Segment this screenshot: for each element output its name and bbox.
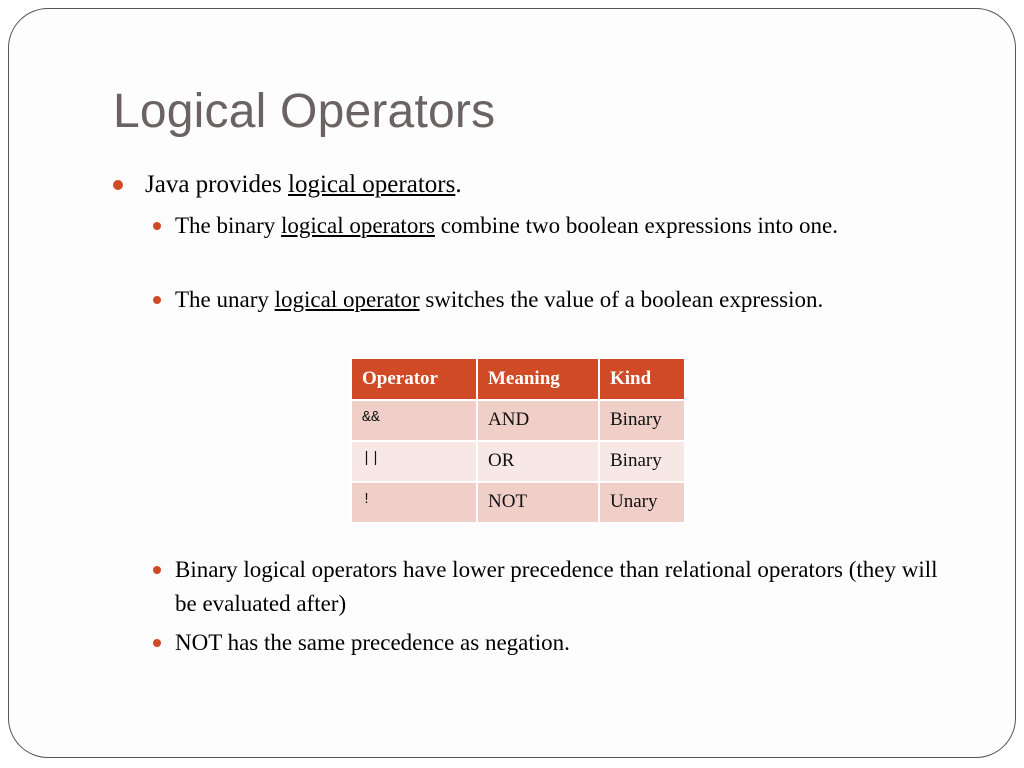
sub-bullet-text: The unary logical operator switches the value of a boolean expression. [175,287,824,312]
table-header: Meaning [477,358,599,400]
table-row [351,482,685,523]
table-header: Kind [599,358,685,400]
table-header: Operator [351,358,477,400]
sub-bullet-dot-icon [153,639,161,647]
sub-bullet-dot-icon [153,566,161,574]
sub-bullet-dot-icon [153,222,161,230]
sub-bullet-dot-icon [153,296,161,304]
table-cell: ! [351,482,477,523]
table-cell: Unary [599,482,685,523]
sub-bullet-text: Binary logical operators have lower precedence than relational operators (they will be evaluated after) [175,557,938,616]
table-row [351,441,685,482]
table-header-row [351,358,685,400]
table-cell: AND [477,400,599,441]
sub-bullet-text: NOT has the same precedence as negation. [175,630,570,655]
table-cell: Binary [599,441,685,482]
table-cell: || [351,441,477,482]
logical-operators-link: logical operators [288,171,456,198]
table-cell: OR [477,441,599,482]
table-cell: Binary [599,400,685,441]
table-cell: && [351,400,477,441]
bullet-text: Java provides logical operators. [145,171,462,198]
table-cell: NOT [477,482,599,523]
sub-bullet-text: The binary logical operators combine two boolean expressions into one. [175,213,838,238]
table-row [351,400,685,441]
bullet-dot-icon [113,180,123,190]
slide-title: Logical Operators [113,85,496,138]
operators-table [350,357,686,524]
